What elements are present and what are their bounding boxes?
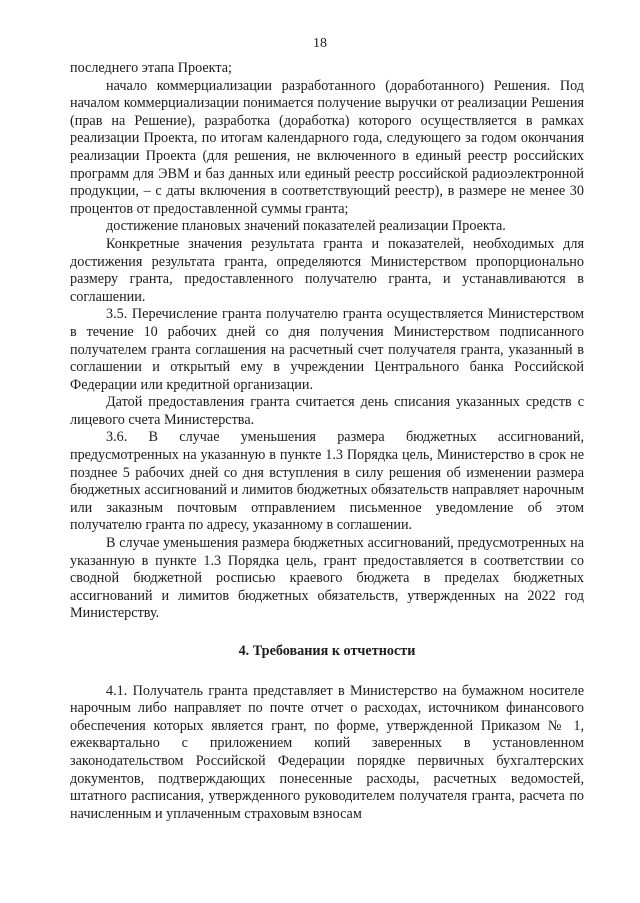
paragraph-planned-indicators: достижение плановых значений показателей реализации Проекта. (106, 218, 506, 235)
paragraph-commercialization: начало коммерциализации разработанного (доработанного) Решения. Под началом коммерциализации понимается получение выручки от реализации Решения (прав на Решение), разработка (доработка) которого осуществляется в рамках реализации Проекта, по итогам календарного года, следующего за годом окончания реализации Проекта (для решения, не включенного в единый реестр российских программ для ЭВМ и баз данных или единый реестр российской радиоэлектронной продукции, – с даты включения в соответствующий реестр), в размере не менее 30 процентов от предоставленной суммы гранта; (70, 77, 584, 217)
page-number: 18 (313, 36, 327, 51)
paragraph-3-5: 3.5. Перечисление гранта получателю гранта осуществляется Министерством в течение 10 рабочих дней со дня получения Министерством подписанного получателем гранта соглашения на расчетный счет получателя гранта, указанный в соглашении и открытый ему в учреждении Центрального банка Российской Федерации или кредитной организации. (70, 306, 584, 393)
document-body (70, 60, 584, 823)
section-heading: 4. Требования к отчетности (238, 643, 416, 659)
paragraph-4-1: 4.1. Получатель гранта представляет в Министерство на бумажном носителе нарочным либо направляет по почте отчет о расходах, источником финансового обеспечения которых является грант, по форме, утвержденной Приказом № 1, ежеквартально с приложением копий заверенных в установленном законодательством Российской Федерации порядке первичных бухгалтерских документов, подтверждающих понесенные расходы, расчетных ведомостей, штатного расписания, утвержденного руководителем получателя гранта, расчета по начисленным и уплаченным страховым взносам (70, 682, 584, 822)
paragraph-budget-reduction: В случае уменьшения размера бюджетных ассигнований, предусмотренных на указанную в пункте 1.3 Порядка цель, грант предоставляется в соответствии со сводной бюджетной росписью краевого бюджета в пределах бюджетных ассигнований и лимитов бюджетных обязательств, утвержденных на 2022 год Министерству. (70, 535, 584, 622)
paragraph-grant-date: Датой предоставления гранта считается день списания указанных средств с лицевого счета Министерства. (70, 394, 584, 428)
paragraph-continuation: последнего этапа Проекта; (70, 60, 232, 76)
paragraph-specific-values: Конкретные значения результата гранта и показателей, необходимых для достижения результата гранта, определяются Министерством пропорционально размеру гранта, предоставленного получателю гранта, и устанавливаются в соглашении. (70, 235, 584, 305)
paragraph-3-6: 3.6. В случае уменьшения размера бюджетных ассигнований, предусмотренных на указанную в пункте 1.3 Порядка цель, Министерство в срок не позднее 5 рабочих дней со дня вступления в силу решения об изменении размера бюджетных ассигнований и лимитов бюджетных обязательств направляет нарочным или заказным почтовым отправлением письменное уведомление об этом получателю гранта по адресу, указанному в соглашении. (70, 429, 584, 534)
